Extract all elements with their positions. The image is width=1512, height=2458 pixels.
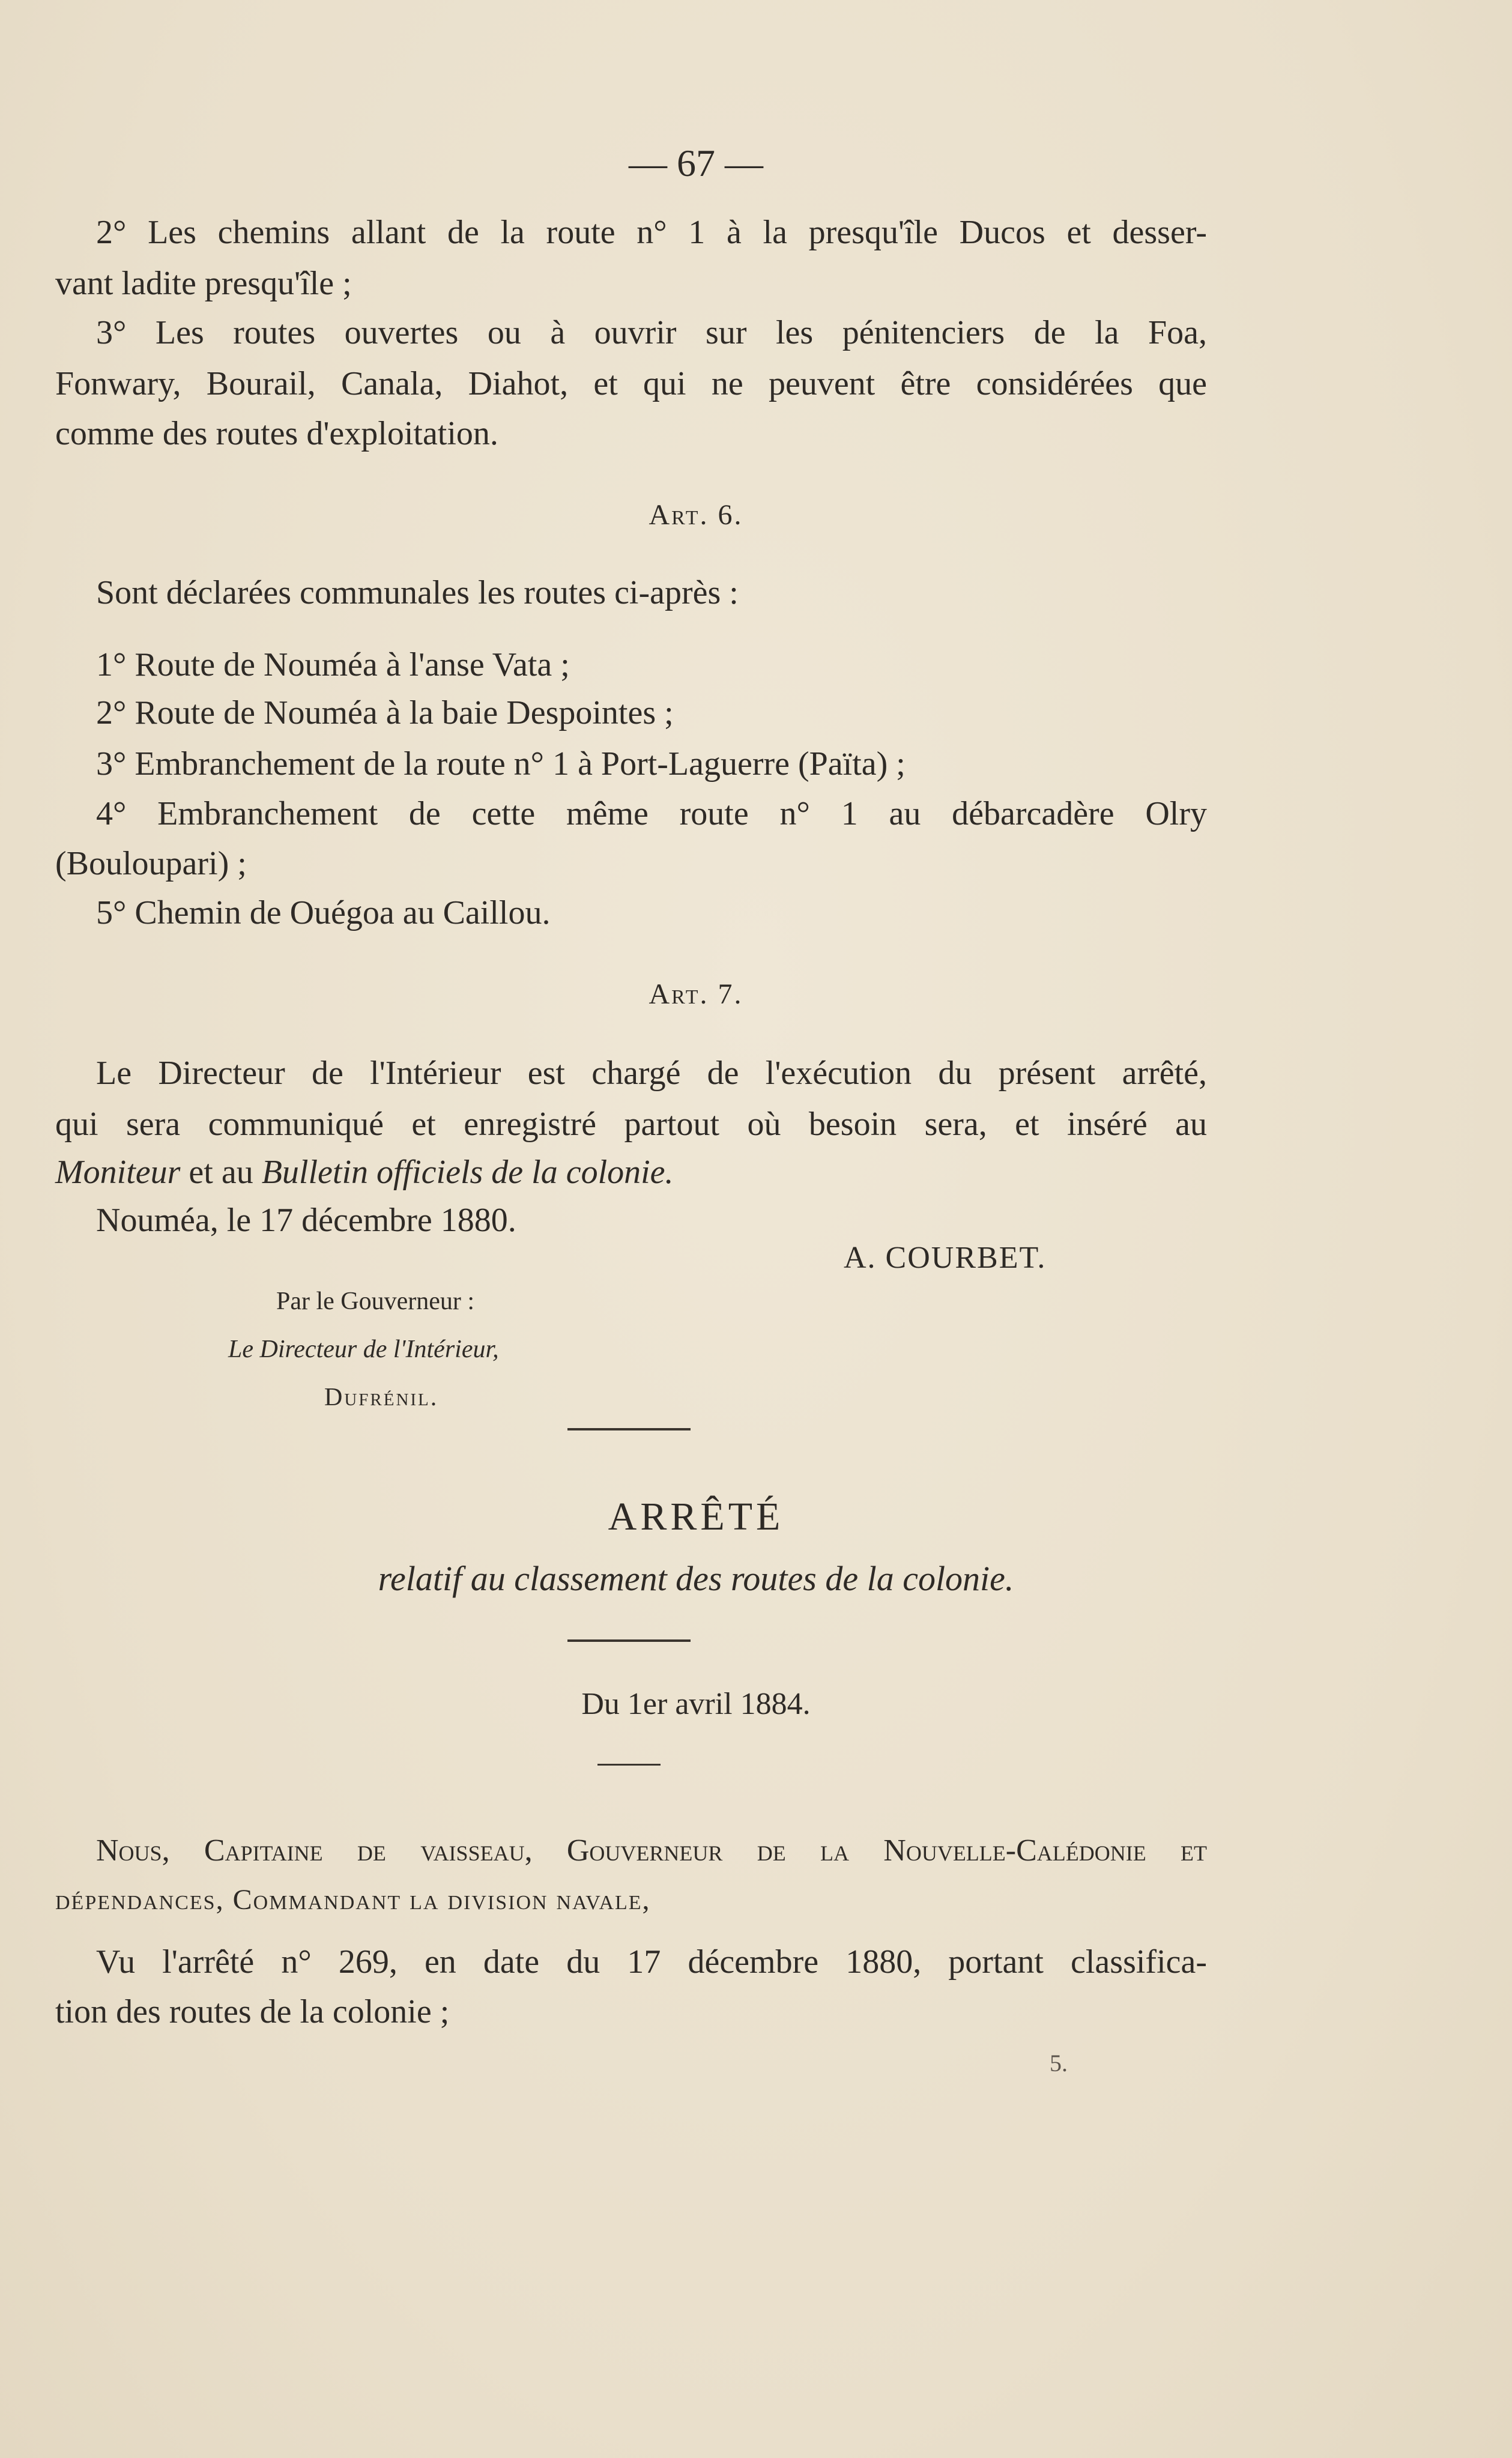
separator-rule-2 — [567, 1639, 691, 1642]
art6-heading: Art. 6. — [649, 499, 743, 531]
vu-line1: Vu l'arrêté n° 269, en date du 17 décembre 1880, portant classifica- — [96, 1943, 1207, 1981]
item2-line2: vant ladite presqu'île ; — [55, 265, 352, 302]
vu-line2: tion des routes de la colonie ; — [55, 1993, 450, 2030]
art7-line3 — [55, 1147, 1196, 1197]
art6-intro: Sont déclarées communales les routes ci-après : — [96, 574, 739, 611]
preamble-line1: Nous, Capitaine de vaisseau, Gouverneur de la Nouvelle-Calédonie et — [96, 1833, 1207, 1868]
art6-item-5: 5° Chemin de Ouégoa au Caillou. — [96, 894, 551, 931]
governor-signature: A. COURBET. — [844, 1241, 1047, 1275]
director-title: Le Directeur de l'Intérieur, — [228, 1336, 499, 1363]
art6-item-4-cont: (Bouloupari) ; — [55, 845, 247, 882]
item3-line1: 3° Les routes ouvertes ou à ouvrir sur les pénitenciers de la Foa, — [96, 314, 1207, 351]
item2-line1: 2° Les chemins allant de la route n° 1 à la presqu'île Ducos et desser- — [96, 214, 1207, 251]
item3-line3: comme des routes d'exploitation. — [55, 415, 498, 452]
art6-item-2: 2° Route de Nouméa à la baie Despointes ; — [96, 694, 674, 731]
and-text: et au — [180, 1154, 262, 1191]
art6-item-3: 3° Embranchement de la route n° 1 à Port-Laguerre (Païta) ; — [96, 745, 906, 783]
arrete-date: Du 1er avril 1884. — [581, 1687, 811, 1721]
art7-line2: qui sera communiqué et enregistré partout où besoin sera, et inséré au — [55, 1106, 1207, 1143]
arrete-subtitle: relatif au classement des routes de la colonie. — [378, 1559, 1014, 1598]
separator-rule-1 — [567, 1428, 691, 1430]
bulletin-text: Bulletin officiels de la colonie. — [261, 1154, 674, 1191]
art7-line1: Le Directeur de l'Intérieur est chargé de l'exécution du présent arrêté, — [96, 1055, 1207, 1092]
arrete-title: ARRÊTÉ — [608, 1495, 784, 1539]
preamble-line2: dépendances, Commandant la division navale, — [55, 1884, 651, 1916]
item3-line2: Fonwary, Bourail, Canala, Diahot, et qui ne peuvent être considérées que — [55, 365, 1207, 402]
signing-date: Nouméa, le 17 décembre 1880. — [96, 1202, 516, 1239]
page-number: — 67 — — [629, 142, 763, 184]
director-name: Dufrénil. — [324, 1384, 439, 1411]
art6-item-4: 4° Embranchement de cette même route n° 1 au débarcadère Olry — [96, 795, 1207, 832]
art7-heading: Art. 7. — [649, 978, 743, 1010]
moniteur-text: Moniteur — [55, 1154, 181, 1191]
separator-rule-3 — [597, 1764, 661, 1766]
by-governor: Par le Gouverneur : — [276, 1288, 475, 1315]
art6-item-1: 1° Route de Nouméa à l'anse Vata ; — [96, 646, 570, 683]
folio-mark: 5. — [1050, 2050, 1068, 2077]
